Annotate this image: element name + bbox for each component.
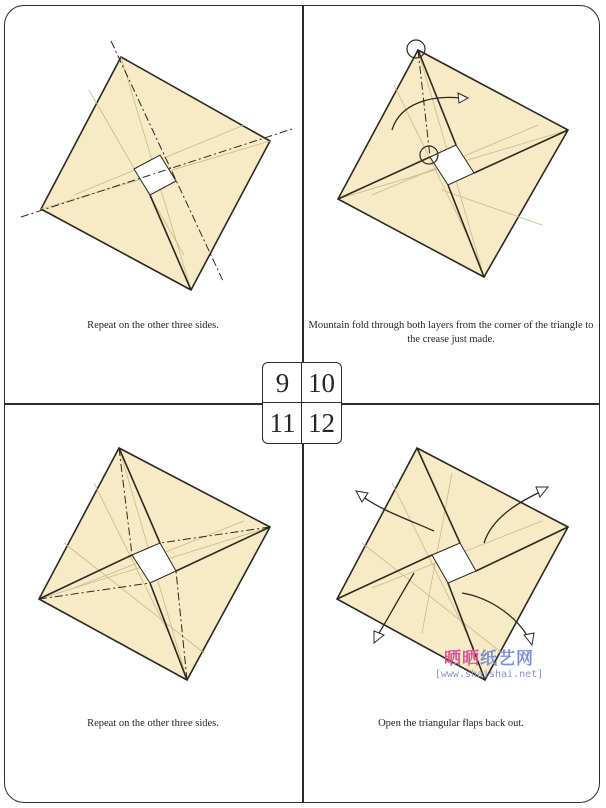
watermark-url: [www.shaishai.net] bbox=[434, 669, 544, 680]
step-11-caption: Repeat on the other three sides. bbox=[87, 718, 219, 729]
watermark-title-b: 纸艺网 bbox=[480, 649, 534, 669]
step-number: 9 bbox=[275, 367, 290, 398]
watermark-title-a: 晒晒 bbox=[444, 649, 480, 669]
step-11-panel bbox=[4, 403, 302, 801]
watermark bbox=[432, 644, 546, 680]
watermark-title bbox=[432, 644, 546, 669]
step-12-caption: Open the triangular flaps back out. bbox=[378, 718, 524, 729]
step-12-diagram bbox=[302, 403, 600, 801]
step-10-caption: Mountain fold through both layers from the corner of the triangle to the crease just made. bbox=[308, 320, 594, 345]
step-number: 10 bbox=[308, 367, 335, 398]
step-number-box bbox=[262, 362, 342, 444]
step-11-diagram bbox=[4, 403, 302, 801]
step-9-diagram bbox=[4, 5, 302, 403]
step-12-panel bbox=[302, 403, 600, 801]
step-9-panel bbox=[4, 5, 302, 403]
step-9-caption: Repeat on the other three sides. bbox=[87, 320, 219, 331]
step-number: 12 bbox=[308, 407, 335, 438]
step-number: 11 bbox=[269, 407, 296, 438]
step-10-panel bbox=[302, 5, 600, 403]
